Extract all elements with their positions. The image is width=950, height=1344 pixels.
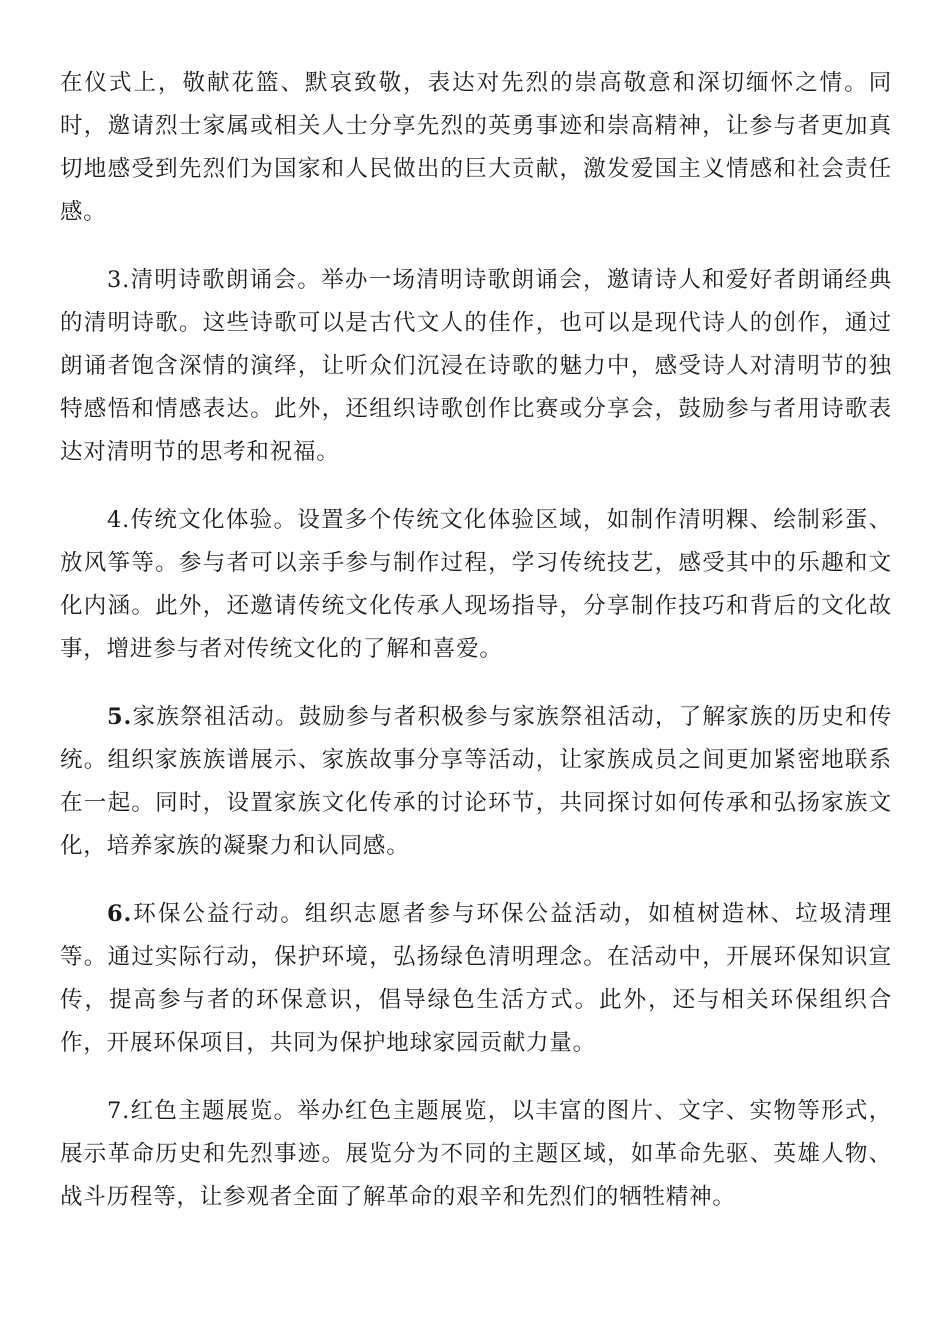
paragraph-item-7	[60, 1090, 892, 1219]
item-number: 7.	[107, 1098, 131, 1124]
paragraph-item-4	[60, 499, 892, 671]
item-number: 5.	[107, 704, 133, 730]
item-number: 6.	[107, 901, 133, 927]
paragraph-text: 环保公益行动。组织志愿者参与环保公益活动，如植树造林、垃圾清理等。通过实际行动，保护环境，弘扬绿色清明理念。在活动中，开展环保知识宣传，提高参与者的环保意识，倡导绿色生活方式。此外，还与相关环保组织合作，开展环保项目，共同为保护地球家园贡献力量。	[60, 901, 892, 1056]
paragraph-item-5	[60, 696, 892, 868]
paragraph-item-3	[60, 259, 892, 474]
document-page	[60, 62, 892, 1219]
paragraph-ceremony	[60, 62, 892, 234]
paragraph-item-6	[60, 893, 892, 1065]
paragraph-text: 传统文化体验。设置多个传统文化体验区域，如制作清明粿、绘制彩蛋、放风筝等。参与者可以亲手参与制作过程，学习传统技艺，感受其中的乐趣和文化内涵。此外，还邀请传统文化传承人现场指导，分享制作技巧和背后的文化故事，增进参与者对传统文化的了解和喜爱。	[60, 507, 892, 662]
item-number: 3.	[107, 267, 131, 293]
item-number: 4.	[107, 507, 131, 533]
paragraph-text: 清明诗歌朗诵会。举办一场清明诗歌朗诵会，邀请诗人和爱好者朗诵经典的清明诗歌。这些诗歌可以是古代文人的佳作，也可以是现代诗人的创作，通过朗诵者饱含深情的演绎，让听众们沉浸在诗歌的魅力中，感受诗人对清明节的独特感悟和情感表达。此外，还组织诗歌创作比赛或分享会，鼓励参与者用诗歌表达对清明节的思考和祝福。	[60, 267, 892, 465]
paragraph-text: 家族祭祖活动。鼓励参与者积极参与家族祭祖活动，了解家族的历史和传统。组织家族族谱展示、家族故事分享等活动，让家族成员之间更加紧密地联系在一起。同时，设置家族文化传承的讨论环节，共同探讨如何传承和弘扬家族文化，培养家族的凝聚力和认同感。	[60, 704, 892, 859]
paragraph-text: 在仪式上，敬献花篮、默哀致敬，表达对先烈的崇高敬意和深切缅怀之情。同时，邀请烈士家属或相关人士分享先烈的英勇事迹和崇高精神，让参与者更加真切地感受到先烈们为国家和人民做出的巨大贡献，激发爱国主义情感和社会责任感。	[60, 70, 892, 225]
paragraph-text: 红色主题展览。举办红色主题展览，以丰富的图片、文字、实物等形式，展示革命历史和先烈事迹。展览分为不同的主题区域，如革命先驱、英雄人物、战斗历程等，让参观者全面了解革命的艰辛和先烈们的牺牲精神。	[60, 1098, 892, 1210]
